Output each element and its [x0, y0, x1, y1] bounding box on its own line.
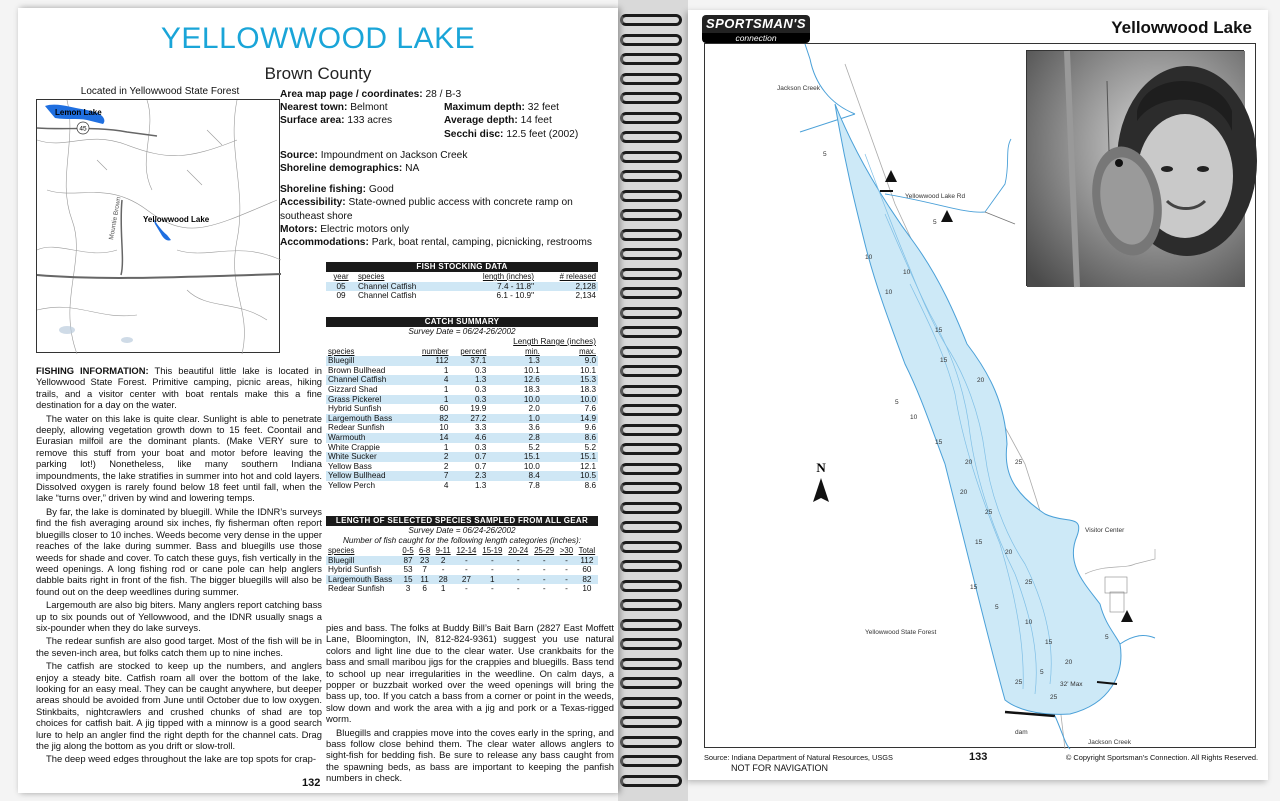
info-accessibility: Accessibility: State-owned public access with concrete ramp on southeast shore — [280, 197, 573, 222]
depth-label: 20 — [977, 377, 985, 384]
visitor-center-label: Visitor Center — [1085, 527, 1125, 534]
coil-ring — [620, 775, 682, 787]
depth-label: 25 — [985, 509, 993, 516]
catch-row: Grass Pickerel 1 0.3 10.0 10.0 — [328, 394, 596, 404]
catch-survey-date: Survey Date = 06/24-26/2002 — [408, 327, 516, 336]
length-header: 20-24 — [508, 546, 529, 555]
depth-label: 25 — [1025, 579, 1033, 586]
catch-row: Hybrid Sunfish 60 19.9 2.0 7.6 — [328, 404, 596, 414]
coil-ring — [620, 346, 682, 358]
depth-label: 5 — [1040, 669, 1044, 676]
fishing-heading: FISHING INFORMATION: — [36, 365, 149, 376]
coil-ring — [620, 755, 682, 767]
depth-label: 10 — [885, 289, 893, 296]
coil-ring — [620, 53, 682, 65]
length-header: 9-11 — [435, 546, 451, 555]
coil-ring — [620, 716, 682, 728]
dam-label: dam — [1015, 729, 1028, 736]
left-page — [18, 8, 618, 793]
coil-ring — [620, 638, 682, 650]
road-label: Yellowwood Lake Rd — [905, 193, 966, 200]
length-header: Total — [578, 546, 596, 555]
right-page — [688, 10, 1268, 780]
stocking-row: 05 Channel Catfish 7.4 - 11.8" 2,128 — [326, 282, 598, 292]
depth-label: 10 — [903, 269, 911, 276]
coil-ring — [620, 287, 682, 299]
info-accommodations: Accommodations: Park, boat rental, camping, picnicking, restrooms — [280, 236, 592, 248]
length-row: Hybrid Sunfish 53 7 - - - - - - 60 — [328, 565, 592, 575]
depth-label: 15 — [970, 584, 978, 591]
info-secchi: Secchi disc: 12.5 feet (2002) — [444, 128, 579, 140]
depth-label: 25 — [1015, 679, 1023, 686]
length-header: >30 — [559, 546, 574, 555]
coil-ring — [620, 541, 682, 553]
fishing-information-text — [36, 365, 322, 767]
length-row: Redear Sunfish 3 6 1 - - - - - 10 — [328, 584, 592, 594]
coil-ring — [620, 404, 682, 416]
coil-ring — [620, 248, 682, 260]
info-shoreline-fishing: Shoreline fishing: Good — [280, 184, 394, 196]
coil-ring — [620, 365, 682, 377]
catch-header: species — [328, 346, 355, 356]
depth-label: 10 — [865, 254, 873, 261]
coil-ring — [620, 580, 682, 592]
page-number-left: 132 — [302, 777, 321, 789]
depth-label: 20 — [965, 459, 973, 466]
coil-ring — [620, 677, 682, 689]
length-row: Largemouth Bass 15 11 28 27 1 - - - 82 — [326, 575, 598, 585]
coil-ring — [620, 697, 682, 709]
coil-ring — [620, 521, 682, 533]
depth-label: 15 — [935, 327, 943, 334]
catch-header: max. — [579, 346, 596, 356]
catch-row: Largemouth Bass 82 27.2 1.0 14.9 — [328, 413, 596, 423]
paragraph: By far, the lake is dominated by bluegill. While the IDNR’s surveys find the fish averaging around six inches, fly fisherman often report bluegills closer to 10 inches. Weeds become very dense in the upper reaches of the lake during summer. Bass and bluegills use those weeds for shade and cover. To catch these guys, fish vertically in the weed openings. A long fishing rod or cane pole can help anglers dabble baits right in front of the fish. The bigger bluegills will also be found out on the deep weedlines during summer. — [36, 505, 322, 597]
coil-ring — [620, 463, 682, 475]
length-header: species — [328, 546, 355, 555]
length-row: Bluegill 87 23 2 - - - - - 112 — [326, 556, 598, 566]
coil-ring — [620, 112, 682, 124]
depth-label: 15 — [940, 357, 948, 364]
catch-row: Brown Bullhead 1 0.3 10.1 10.1 — [328, 365, 596, 375]
paragraph: The redear sunfish are also good target. Most of the fish will be in the seven-inch area, but folks catch them up to nine inches. — [36, 635, 322, 658]
paragraph: Bluegills and crappies move into the coves early in the spring, and bass follow close behind them. The clear water allows anglers to sight-fish for bedding fish. Be sure to release any bass caught from the spawning beds, as bass are important to keeping the panfish numbers in check. — [326, 726, 614, 784]
range-header: Length Range (inches) — [513, 337, 596, 346]
depth-label: 20 — [1005, 549, 1013, 556]
paragraph: The water on this lake is quite clear. Sunlight is able to penetrate deeply, allowing vegetation growth down to 15 feet. Coontail and Eurasian milfoil are the dominant plants. (Make VERY sure to remove this stuff from your boat and motor before leaving the parking lot!) Nonetheless, like many southern Indiana impoundments, the lake stratifies in summer into hot and cold layers. Dissolved oxygen is rarely found below 18 feet until fall, when the lake “turns over,” driven by wind and lowering temps. — [36, 412, 322, 504]
road-45-label: 45 — [79, 125, 87, 133]
length-header: 6-8 — [418, 546, 431, 555]
length-header: 25-29 — [534, 546, 555, 555]
not-for-navigation-note: NOT FOR NAVIGATION — [731, 763, 829, 773]
catch-row: Yellow Bass 2 0.7 10.0 12.1 — [328, 461, 596, 471]
coil-ring — [620, 131, 682, 143]
sportsmans-connection-logo: SPORTSMAN'S connection — [702, 15, 810, 45]
paragraph: The catfish are stocked to keep up the numbers, and anglers enjoy a steady bite. Catfish roam all over the bottom of the lake, looking for an easy meal. They can be caught anywhere, but deeper areas should be avoided from June until October due to low oxygen. Stinkbaits, nightcrawlers and crushed chunks of shad are top choices for catfish bait. A jig tipped with a minnow is a good search lure to help an angler find the right depth for the channel cats. Drag the jig along the bottom as you drift or slow-troll. — [36, 660, 322, 751]
catch-header: percent — [460, 346, 487, 356]
stocking-row: 09 Channel Catfish 6.1 - 10.9" 2,134 — [336, 291, 596, 301]
length-species-table — [326, 516, 598, 594]
catch-row: Gizzard Shad 1 0.3 18.3 18.3 — [328, 384, 596, 394]
length-header: 12-14 — [456, 546, 477, 555]
depth-label: 20 — [1065, 659, 1073, 666]
location-map-caption: Located in Yellowwood State Forest — [80, 86, 240, 97]
depth-label: 5 — [895, 399, 899, 406]
catch-row: Redear Sunfish 10 3.3 3.6 9.6 — [328, 423, 596, 433]
jackson-creek-top-label: Jackson Creek — [777, 85, 820, 92]
depth-label: 10 — [910, 414, 918, 421]
info-shoreline-demo: Shoreline demographics: NA — [280, 162, 420, 174]
catch-row: Bluegill 112 37.1 1.3 9.0 — [328, 356, 596, 366]
coil-ring — [620, 736, 682, 748]
catch-row: Warmouth 14 4.6 2.8 8.6 — [328, 432, 596, 442]
road-name-label: Mountie Brown — [108, 196, 123, 241]
depth-label: 15 — [1045, 639, 1053, 646]
coil-ring — [620, 482, 682, 494]
coil-ring — [620, 307, 682, 319]
coil-ring — [620, 190, 682, 202]
coil-ring — [620, 92, 682, 104]
length-header: 0-5 — [402, 546, 414, 555]
coil-ring — [620, 619, 682, 631]
north-arrow-label: N — [816, 460, 826, 475]
fishing-information-text-col2 — [326, 622, 614, 786]
stocking-title: FISH STOCKING DATA — [326, 262, 598, 272]
catch-row: Yellow Perch 4 1.3 7.8 8.6 — [328, 480, 596, 490]
depth-label: 5 — [995, 604, 999, 611]
depth-label: 5 — [1105, 634, 1109, 641]
catch-row: White Sucker 2 0.7 15.1 15.1 — [328, 452, 596, 462]
paragraph: Largemouth are also big biters. Many anglers report catching bass up to six pounds out of Yellowwood, and the IDNR usually snags a six-pounder when they do lake surveys. — [36, 599, 322, 633]
length-title: LENGTH OF SELECTED SPECIES SAMPLED FROM ALL GEAR — [326, 516, 598, 526]
stocking-header: species — [358, 272, 385, 281]
length-note: Number of fish caught for the following length categories (inches): — [342, 536, 582, 545]
fish-stocking-table — [326, 262, 598, 301]
paragraph: pies and bass. The folks at Buddy Bill’s Bait Barn (2827 East Moffett Lane, Bloomington, IN, 812-824-9361) suggest you use natural colors and light line due to the clear water. Use crankbaits for the bass and small maribou jigs for the crappies and bluegills. Bass tend to school up near irregularities in the weedline. On calm days, a popper or buzzbait worked over the weed openings will bring the bass up, too. If you catch a bass from a corner or point in the weeds, slow down and work the area with a jig and pork or a Texas-rigged worm. — [326, 622, 614, 725]
info-town-depth: Nearest town: Belmont Maximum depth: 32 feet — [280, 102, 559, 114]
page-number-right: 133 — [969, 751, 988, 763]
copyright-notice: © Copyright Sportsman's Connection. All Rights Reserved. — [1065, 753, 1258, 762]
coil-ring — [620, 34, 682, 46]
max-depth-label: 32' Max — [1060, 681, 1083, 688]
depth-label: 10 — [1025, 619, 1033, 626]
coil-ring — [620, 599, 682, 611]
depth-label: 15 — [935, 439, 943, 446]
length-header: 15-19 — [482, 546, 503, 555]
location-map — [36, 99, 280, 353]
yellowwood-lake-label: Yellowwood Lake — [143, 215, 210, 224]
lake-info-block — [280, 88, 615, 249]
girl-holding-fish-photo — [1026, 50, 1244, 286]
length-survey-date: Survey Date = 06/24-26/2002 — [408, 526, 516, 535]
catch-row: Channel Catfish 4 1.3 12.6 15.3 — [328, 375, 596, 385]
depth-label: 20 — [960, 489, 968, 496]
depth-label: 25 — [1050, 694, 1058, 701]
county-name: Brown County — [264, 64, 372, 83]
coil-ring — [620, 443, 682, 455]
catch-row: White Crappie 1 0.3 5.2 5.2 — [328, 442, 596, 452]
coil-ring — [620, 14, 682, 26]
stocking-header: length (inches) — [482, 272, 535, 281]
jackson-creek-bottom-label: Jackson Creek — [1088, 739, 1131, 746]
coil-ring — [620, 229, 682, 241]
coil-ring — [620, 326, 682, 338]
coil-ring — [620, 385, 682, 397]
map-source: Source: Indiana Department of Natural Resources, USGS — [704, 753, 893, 762]
lemon-lake-label: Lemon Lake — [55, 108, 102, 117]
coil-ring — [620, 170, 682, 182]
stocking-header: # released — [559, 272, 596, 281]
catch-header: number — [422, 346, 449, 356]
info-area-avg: Surface area: 133 acres Average depth: 14 feet — [280, 115, 552, 127]
depth-label: 5 — [933, 219, 937, 226]
coil-ring — [620, 424, 682, 436]
state-forest-label: Yellowwood State Forest — [865, 629, 937, 636]
coil-ring — [620, 268, 682, 280]
info-motors: Motors: Electric motors only — [280, 223, 410, 235]
stocking-header: year — [333, 272, 349, 281]
catch-header: min. — [525, 346, 540, 356]
catch-title: CATCH SUMMARY — [326, 317, 598, 327]
coil-ring — [620, 151, 682, 163]
info-source: Source: Impoundment on Jackson Creek — [280, 149, 468, 161]
depth-label: 5 — [823, 151, 827, 158]
depth-label: 15 — [975, 539, 983, 546]
depth-label: 25 — [1015, 459, 1023, 466]
coil-ring — [620, 560, 682, 572]
paragraph: This beautiful little lake is located in Yellowwood State Forest. Primitive camping, picnic areas, hiking trails, and a visitor center with boat rentals make this a fine destination for a day on the water. — [36, 365, 323, 411]
lake-title: YELLOWWOOD LAKE — [160, 22, 476, 55]
coil-ring — [620, 73, 682, 85]
paragraph: The deep weed edges throughout the lake are top spots for crap- — [46, 753, 316, 765]
coil-ring — [620, 658, 682, 670]
map-page-title: Yellowwood Lake — [1111, 18, 1252, 37]
coil-ring — [620, 209, 682, 221]
info-area-map: Area map page / coordinates: 28 / B-3 — [280, 89, 462, 100]
catch-summary-table — [326, 317, 598, 491]
coil-ring — [620, 502, 682, 514]
catch-row: Yellow Bullhead 7 2.3 8.4 10.5 — [328, 471, 596, 481]
